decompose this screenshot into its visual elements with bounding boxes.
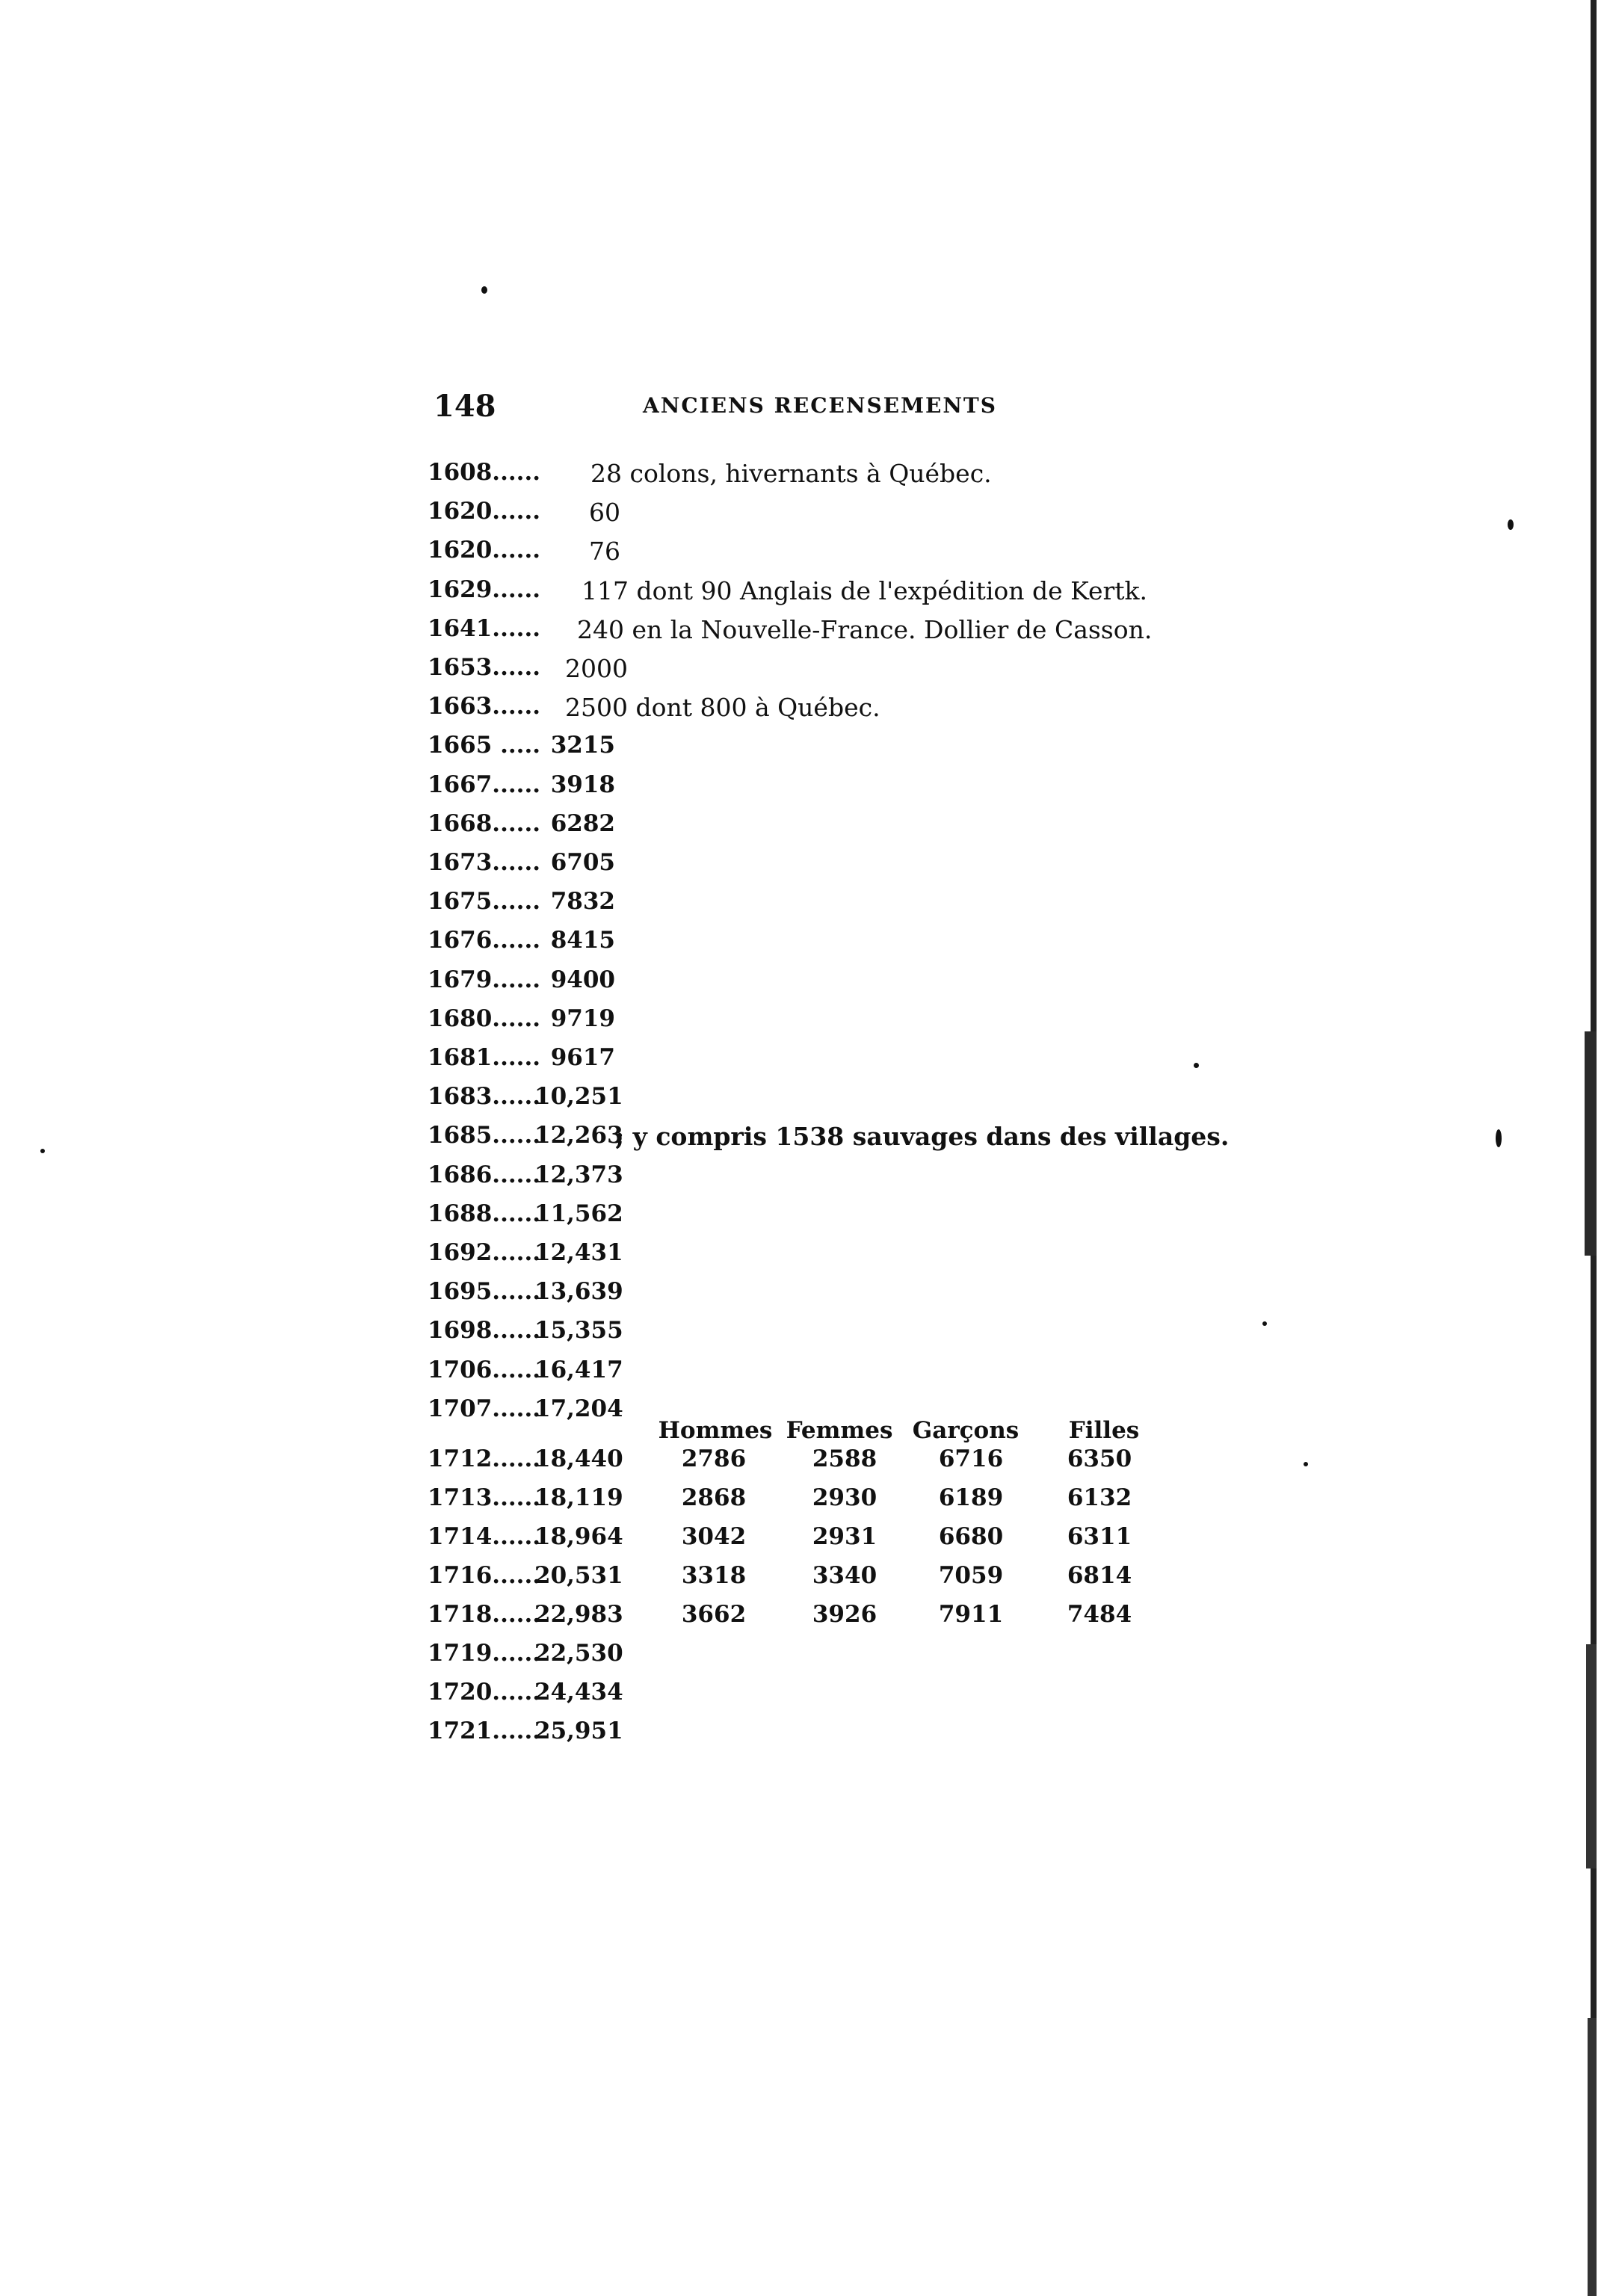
scan-speck xyxy=(1508,519,1514,530)
row-population: 10,251 xyxy=(534,1083,623,1111)
row-note: 2000 xyxy=(565,654,628,683)
census-row xyxy=(0,1679,1607,1715)
row-year: 1673...... xyxy=(428,849,541,876)
census-row xyxy=(0,1200,1607,1236)
row-population: 8415 xyxy=(550,927,615,954)
census-row xyxy=(0,1161,1607,1197)
row-population: 12,373 xyxy=(534,1161,623,1188)
census-row xyxy=(0,732,1607,768)
census-row xyxy=(0,1640,1607,1676)
row-population: 24,434 xyxy=(534,1679,623,1706)
row-year: 1713...... xyxy=(428,1484,541,1511)
breakdown-row xyxy=(0,1523,1607,1559)
breakdown-cell: 2588 xyxy=(812,1445,877,1472)
row-population: 18,440 xyxy=(534,1445,623,1472)
row-year: 1665 ..... xyxy=(428,732,541,759)
census-row xyxy=(0,1718,1607,1753)
row-year: 1668...... xyxy=(428,809,541,837)
breakdown-cell: 6814 xyxy=(1067,1562,1132,1589)
column-header-femmes: Femmes xyxy=(786,1417,893,1444)
breakdown-cell: 2786 xyxy=(681,1445,747,1472)
row-year: 1695...... xyxy=(428,1278,541,1306)
row-population: 22,983 xyxy=(534,1601,623,1628)
census-row xyxy=(0,771,1607,807)
row-population: 6705 xyxy=(550,849,615,876)
row-note: 2500 dont 800 à Québec. xyxy=(565,693,880,723)
row-year: 1675...... xyxy=(428,888,541,916)
breakdown-cell: 7484 xyxy=(1067,1601,1132,1628)
row-year: 1692...... xyxy=(428,1239,541,1266)
breakdown-cell: 2868 xyxy=(681,1484,747,1511)
breakdown-cell: 7911 xyxy=(938,1601,1004,1628)
census-row xyxy=(0,1122,1607,1158)
census-row xyxy=(0,693,1607,729)
census-row xyxy=(0,1357,1607,1392)
row-year: 1719...... xyxy=(428,1640,541,1667)
row-population: 3215 xyxy=(550,732,615,759)
row-population: 9400 xyxy=(550,966,615,993)
census-row xyxy=(0,888,1607,924)
column-header-filles: Filles xyxy=(1068,1417,1140,1444)
row-year: 1686...... xyxy=(428,1161,541,1188)
row-year: 1629...... xyxy=(428,575,541,603)
scan-edge-shadow xyxy=(1561,0,1607,2296)
column-header-garcons: Garçons xyxy=(912,1417,1020,1444)
row-note: 117 dont 90 Anglais de l'expédition de Kertk. xyxy=(582,575,1148,605)
row-year: 1707...... xyxy=(428,1395,541,1422)
row-year: 1706...... xyxy=(428,1356,541,1383)
row-population: 7832 xyxy=(550,888,615,916)
row-population: 17,204 xyxy=(534,1395,623,1422)
row-note: 60 xyxy=(589,498,620,528)
row-year: 1698...... xyxy=(428,1317,541,1345)
census-row xyxy=(0,1083,1607,1119)
row-population: 18,119 xyxy=(534,1484,623,1511)
row-year: 1641...... xyxy=(428,614,541,642)
breakdown-cell: 3926 xyxy=(812,1601,877,1628)
row-population: 16,417 xyxy=(534,1356,623,1383)
row-year: 1683...... xyxy=(428,1083,541,1111)
breakdown-cell: 6716 xyxy=(938,1445,1004,1472)
census-row xyxy=(0,849,1607,885)
breakdown-cell: 6311 xyxy=(1067,1523,1132,1550)
breakdown-cell: 3340 xyxy=(812,1562,877,1589)
row-year: 1685...... xyxy=(428,1122,541,1149)
breakdown-cell: 3662 xyxy=(681,1601,747,1628)
scan-speck xyxy=(1262,1321,1267,1326)
breakdown-cell: 6132 xyxy=(1067,1484,1132,1511)
row-note: ; y compris 1538 sauvages dans des villages. xyxy=(615,1122,1230,1152)
row-population: 20,531 xyxy=(534,1562,623,1589)
scan-speck xyxy=(1304,1462,1308,1466)
row-population: 13,639 xyxy=(534,1278,623,1306)
row-year: 1720...... xyxy=(428,1679,541,1706)
scan-speck xyxy=(481,286,487,294)
row-population: 11,562 xyxy=(534,1200,623,1227)
census-row xyxy=(0,1044,1607,1080)
row-population: 9719 xyxy=(550,1004,615,1032)
census-row xyxy=(0,537,1607,573)
row-year: 1714...... xyxy=(428,1523,541,1550)
row-population: 6282 xyxy=(550,809,615,837)
scan-speck xyxy=(1496,1129,1502,1147)
breakdown-cell: 3042 xyxy=(681,1523,747,1550)
census-row xyxy=(0,1317,1607,1353)
row-population: 18,964 xyxy=(534,1523,623,1550)
breakdown-cell: 6189 xyxy=(938,1484,1004,1511)
row-population: 12,263 xyxy=(534,1122,623,1149)
row-note: 240 en la Nouvelle-France. Dollier de Casson. xyxy=(577,614,1153,644)
page-number: 148 xyxy=(434,389,496,424)
breakdown-cell: 6680 xyxy=(938,1523,1004,1550)
census-row xyxy=(0,1005,1607,1041)
row-population: 12,431 xyxy=(534,1239,623,1266)
breakdown-row xyxy=(0,1445,1607,1481)
row-year: 1712...... xyxy=(428,1445,541,1472)
row-population: 22,530 xyxy=(534,1640,623,1667)
row-year: 1620...... xyxy=(428,498,541,525)
census-row xyxy=(0,966,1607,1002)
census-row xyxy=(0,576,1607,612)
breakdown-cell: 6350 xyxy=(1067,1445,1132,1472)
breakdown-row xyxy=(0,1562,1607,1598)
census-row xyxy=(0,654,1607,690)
row-year: 1620...... xyxy=(428,537,541,564)
breakdown-cell: 3318 xyxy=(681,1562,747,1589)
row-year: 1676...... xyxy=(428,927,541,954)
row-population: 25,951 xyxy=(534,1718,623,1744)
row-population: 3918 xyxy=(550,771,615,798)
row-year: 1663...... xyxy=(428,693,541,720)
breakdown-cell: 2930 xyxy=(812,1484,877,1511)
column-header-hommes: Hommes xyxy=(658,1417,773,1444)
census-row xyxy=(0,927,1607,963)
row-year: 1667...... xyxy=(428,771,541,798)
breakdown-row xyxy=(0,1484,1607,1520)
breakdown-cell: 7059 xyxy=(938,1562,1004,1589)
census-row xyxy=(0,615,1607,651)
census-row xyxy=(0,810,1607,846)
row-year: 1653...... xyxy=(428,654,541,681)
row-population: 15,355 xyxy=(534,1317,623,1345)
row-year: 1721...... xyxy=(428,1718,541,1744)
census-row xyxy=(0,1239,1607,1275)
breakdown-cell: 2931 xyxy=(812,1523,877,1550)
row-year: 1680...... xyxy=(428,1004,541,1032)
running-head: ANCIENS RECENSEMENTS xyxy=(643,393,997,418)
row-year: 1681...... xyxy=(428,1044,541,1071)
row-note: 76 xyxy=(589,537,620,567)
row-year: 1688...... xyxy=(428,1200,541,1227)
row-population: 9617 xyxy=(550,1044,615,1071)
row-year: 1716...... xyxy=(428,1562,541,1589)
census-row xyxy=(0,498,1607,534)
row-year: 1718...... xyxy=(428,1601,541,1628)
row-year: 1679...... xyxy=(428,966,541,993)
breakdown-row xyxy=(0,1601,1607,1637)
census-row xyxy=(0,1278,1607,1314)
row-year: 1608...... xyxy=(428,459,541,486)
scan-speck xyxy=(1194,1063,1199,1068)
scan-speck xyxy=(40,1149,45,1153)
census-row xyxy=(0,459,1607,495)
row-note: 28 colons, hivernants à Québec. xyxy=(590,459,992,488)
